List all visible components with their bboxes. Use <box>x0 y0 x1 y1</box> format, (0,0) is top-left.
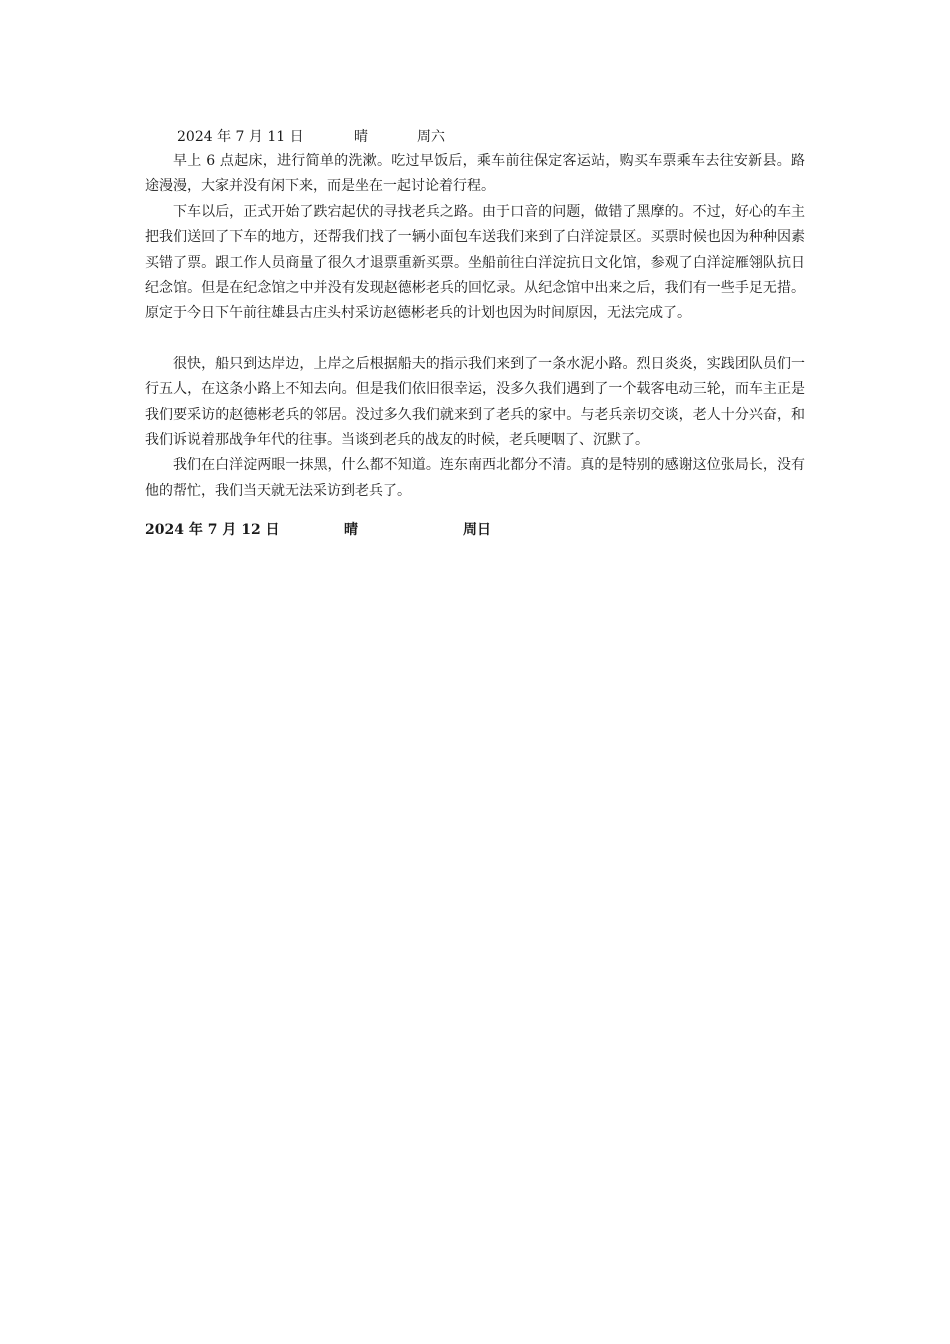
entry-weekday: 周六 <box>417 129 445 145</box>
entry-date: 2024 年 7 月 11 日 <box>177 129 304 145</box>
paragraph-search: 下车以后，正式开始了跌宕起伏的寻找老兵之路。由于口音的问题，做错了黑摩的。不过，好心的车主把我们送回了下车的地方，还帮我们找了一辆小面包车送我们来到了白洋淀景区。买票时候也因为种种因素买错了票。跟工作人员商量了很久才退票重新买票。坐船前往白洋淀抗日文化馆，参观了白洋淀雁翎队抗日纪念馆。但是在纪念馆之中并没有发现赵德彬老兵的回忆录。从纪念馆中出来之后，我们有一些手足无措。原定于今日下午前往雄县古庄头村采访赵德彬老兵的计划也因为时间原因，无法完成了。 <box>145 203 805 322</box>
entry-date: 2024 年 7 月 12 日 <box>145 522 280 539</box>
blank-line <box>145 327 805 352</box>
entry-weather: 晴 <box>344 522 358 539</box>
entry-heading-0712 <box>145 518 805 542</box>
paragraph-meeting: 很快，船只到达岸边，上岸之后根据船夫的指示我们来到了一条水泥小路。烈日炎炎，实践团队员们一行五人，在这条小路上不知去向。但是我们依旧很幸运，没多久我们遇到了一个载客电动三轮，而车主正是我们要采访的赵德彬老兵的邻居。没过多久我们就来到了老兵的家中。与老兵亲切交谈，老人十分兴奋，和我们诉说着那战争年代的往事。当谈到老兵的战友的时候，老兵哽咽了、沉默了。 <box>145 355 805 449</box>
paragraph-thanks: 我们在白洋淀两眼一抹黑，什么都不知道。连东南西北都分不清。真的是特别的感谢这位张局长，没有他的帮忙，我们当天就无法采访到老兵了。 <box>145 457 805 499</box>
entry-weekday: 周日 <box>463 522 491 539</box>
entry-heading-0711 <box>145 125 805 149</box>
paragraph-morning: 早上 6 点起床，进行简单的洗漱。吃过早饭后，乘车前往保定客运站，购买车票乘车去往安新县。路途漫漫，大家并没有闲下来，而是坐在一起讨论着行程。 <box>145 153 805 195</box>
entry-weather: 晴 <box>354 129 368 145</box>
diary-page <box>145 125 805 542</box>
blank-line <box>145 504 805 518</box>
